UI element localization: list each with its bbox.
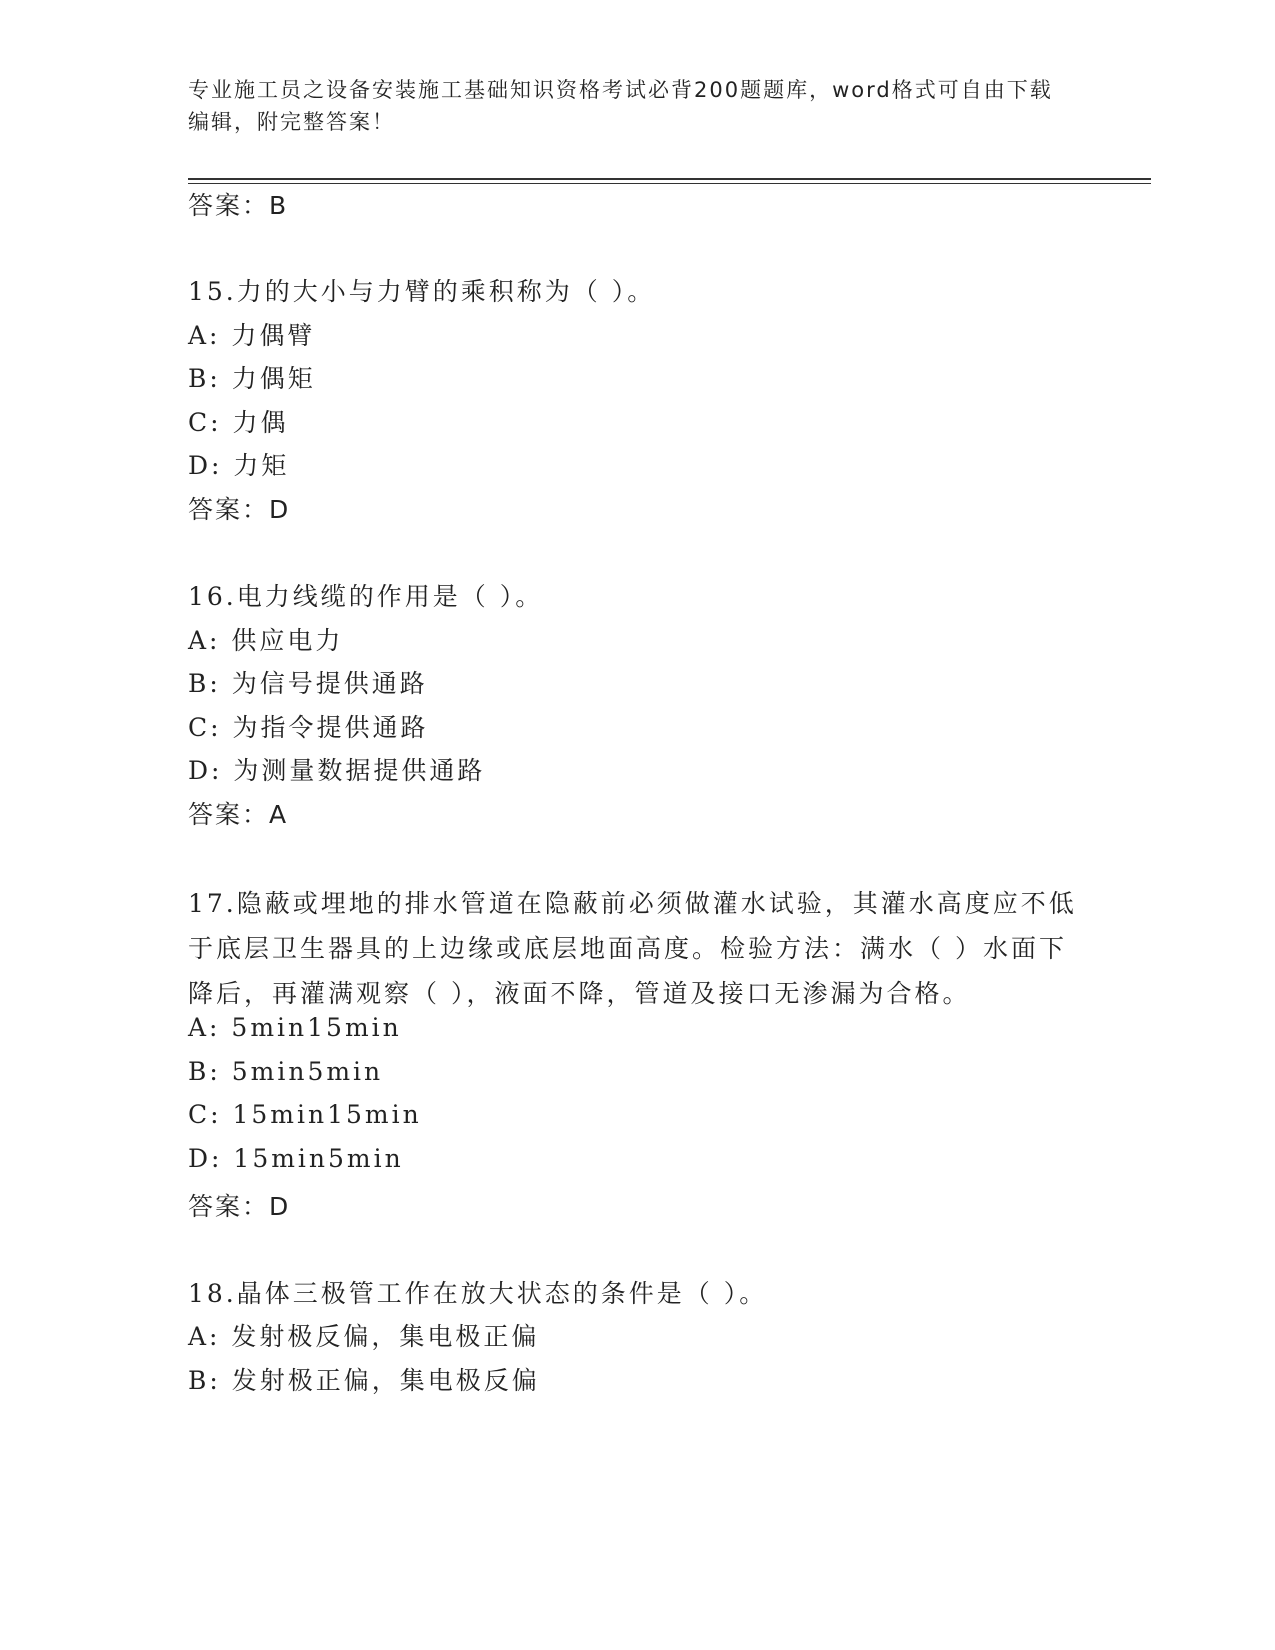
question-15-option-b: B: 力偶矩 <box>188 364 316 393</box>
question-16-option-c: C: 为指令提供通路 <box>188 713 429 742</box>
header-divider-thick <box>188 178 1151 180</box>
question-18-option-a: A: 发射极反偏，集电极正偏 <box>188 1322 540 1351</box>
question-15-option-d: D: 力矩 <box>188 451 290 480</box>
question-15-stem: 15.力的大小与力臂的乘积称为（ ）。 <box>188 277 656 306</box>
question-18-stem: 18.晶体三极管工作在放大状态的条件是（ ）。 <box>188 1279 768 1308</box>
question-16-option-a: A: 供应电力 <box>188 626 344 655</box>
answer-line-14: 答案：B <box>188 191 289 220</box>
document-header: 专业施工员之设备安装施工基础知识资格考试必背200题题库，word格式可自由下载编辑，附完整答案！ <box>188 78 1053 134</box>
question-17-answer: 答案：D <box>188 1192 291 1221</box>
question-17-stem: 17.隐蔽或埋地的排水管道在隐蔽前必须做灌水试验，其灌水高度应不低于底层卫生器具的上边缘或底层地面高度。检验方法：满水（ ）水面下降后，再灌满观察（ ），液面不降，管道及接口无渗漏为合格。 <box>188 889 1077 1008</box>
question-17-option-b: B: 5min5min <box>188 1057 384 1086</box>
question-16-stem: 16.电力线缆的作用是（ ）。 <box>188 582 544 611</box>
question-15-answer: 答案：D <box>188 495 291 524</box>
question-16-answer: 答案：A <box>188 800 289 829</box>
header-divider-thin <box>188 183 1151 184</box>
question-17-option-a: A: 5min15min <box>188 1013 402 1042</box>
question-17-option-d: D: 15min5min <box>188 1144 404 1173</box>
question-15-option-c: C: 力偶 <box>188 408 289 437</box>
question-17-option-c: C: 15min15min <box>188 1100 422 1129</box>
question-16-option-d: D: 为测量数据提供通路 <box>188 756 486 785</box>
question-16-option-b: B: 为信号提供通路 <box>188 669 428 698</box>
question-18-option-b: B: 发射极正偏，集电极反偏 <box>188 1366 540 1395</box>
question-15-option-a: A: 力偶臂 <box>188 321 316 350</box>
